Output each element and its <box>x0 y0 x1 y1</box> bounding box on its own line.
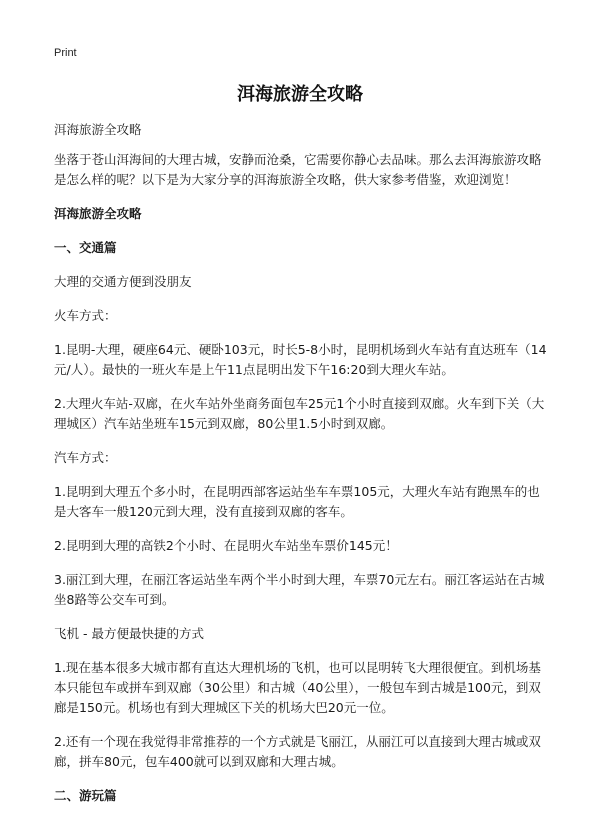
plane-item-1: 1.现在基本很多大城市都有直达大理机场的飞机，也可以昆明转飞大理很便宜。到机场基本只能包车或拼车到双廊（30公里）和古城（40公里），一般包车到古城是100元，到双廊是150元。机场也有到大理城区下关的机场大巴20元一位。 <box>54 660 541 715</box>
train-item-1: 1.昆明-大理，硬座64元、硬卧103元，时长5-8小时，昆明机场到火车站有直达班车（14元/人）。最快的一班火车是上午11点昆明出发下午16:20到大理火车站。 <box>54 342 547 377</box>
page-title: 洱海旅游全攻略 <box>237 84 363 105</box>
plane-label: 飞机 - 最方便最快捷的方式 <box>54 626 204 641</box>
train-label: 火车方式： <box>54 308 117 323</box>
print-label: Print <box>54 47 77 59</box>
document-subtitle: 洱海旅游全攻略 <box>54 122 142 137</box>
intro-paragraph: 坐落于苍山洱海间的大理古城，安静而沧桑，它需要你静心去品味。那么去洱海旅游攻略是怎么样的呢？以下是为大家分享的洱海旅游全攻略，供大家参考借鉴，欢迎浏览！ <box>54 152 542 187</box>
tour-heading: 二、游玩篇 <box>54 788 117 803</box>
bus-item-3: 3.丽江到大理，在丽江客运站坐车两个半小时到大理，车票70元左右。丽江客运站在古城坐8路等公交车可到。 <box>54 572 545 607</box>
bus-item-1: 1.昆明到大理五个多小时，在昆明西部客运站坐车车票105元，大理火车站有跑黑车的也是大客车一般120元到大理，没有直接到双廊的客车。 <box>54 484 540 519</box>
train-item-2: 2.大理火车站-双廊，在火车站外坐商务面包车25元1个小时直接到双廊。火车到下关（大理城区）汽车站坐班车15元到双廊，80公里1.5小时到双廊。 <box>54 396 545 431</box>
transport-heading: 一、交通篇 <box>54 240 117 255</box>
transport-lead: 大理的交通方便到没朋友 <box>54 274 192 289</box>
bus-item-2: 2.昆明到大理的高铁2个小时、在昆明火车站坐车票价145元！ <box>54 538 398 553</box>
document-body <box>54 120 550 820</box>
bus-label: 汽车方式： <box>54 450 117 465</box>
plane-item-2: 2.还有一个现在我觉得非常推荐的一个方式就是飞丽江，从丽江可以直接到大理古城或双廊，拼车80元，包车400就可以到双廊和大理古城。 <box>54 734 541 769</box>
section-title: 洱海旅游全攻略 <box>54 206 142 221</box>
